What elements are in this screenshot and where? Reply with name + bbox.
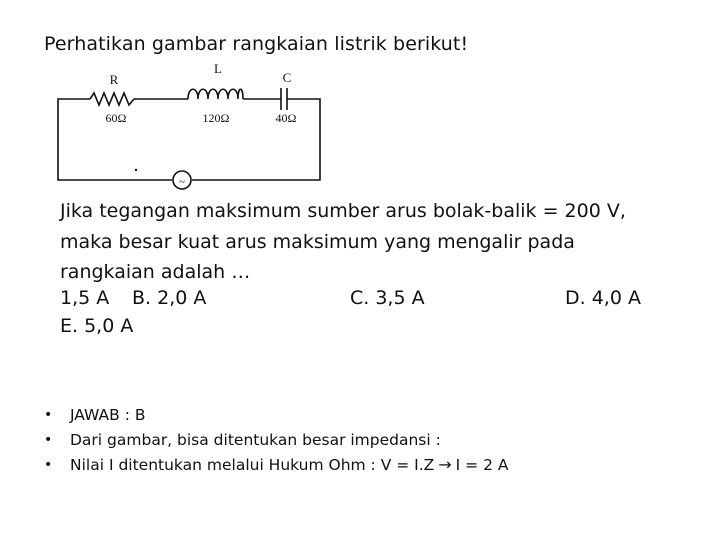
capacitor-label: C — [282, 70, 292, 85]
option-a: 1,5 A — [60, 287, 110, 309]
right-arrow-icon: → — [438, 455, 452, 474]
question-line-3: rangkaian adalah … — [60, 261, 251, 283]
option-b: B. 2,0 A — [132, 287, 207, 309]
answer-item — [44, 452, 508, 477]
resistor-symbol — [90, 93, 134, 105]
option-e: E. 5,0 A — [60, 315, 134, 337]
bullet-dot: • — [44, 456, 53, 473]
capacitor-value: 40Ω — [275, 111, 297, 125]
inductor-value: 120Ω — [202, 111, 230, 125]
resistor-value: 60Ω — [105, 111, 127, 125]
inductor-symbol — [188, 89, 243, 99]
bullet-dot: • — [44, 431, 53, 448]
resistor-label: R — [109, 72, 119, 87]
answer-list — [44, 402, 508, 477]
answer-result: I = 2 A — [455, 455, 509, 474]
page-title: Perhatikan gambar rangkaian listrik berikut! — [44, 33, 469, 55]
answer-text: JAWAB : B — [70, 405, 146, 424]
question-line-2: maka besar kuat arus maksimum yang mengalir pada — [60, 231, 575, 253]
question-line-1: Jika tegangan maksimum sumber arus bolak-balik = 200 V, — [60, 200, 626, 222]
source-label: ~ — [179, 176, 185, 188]
circuit-diagram — [52, 58, 342, 200]
option-d: D. 4,0 A — [565, 287, 641, 309]
inductor-label: L — [214, 61, 222, 76]
answer-text: Dari gambar, bisa ditentukan besar impedansi : — [70, 430, 441, 449]
option-c: C. 3,5 A — [350, 287, 425, 309]
answer-item — [44, 427, 508, 452]
answer-item — [44, 402, 508, 427]
bullet-dot: • — [44, 406, 53, 423]
answer-text: Nilai I ditentukan melalui Hukum Ohm : V = I.Z — [70, 455, 435, 474]
